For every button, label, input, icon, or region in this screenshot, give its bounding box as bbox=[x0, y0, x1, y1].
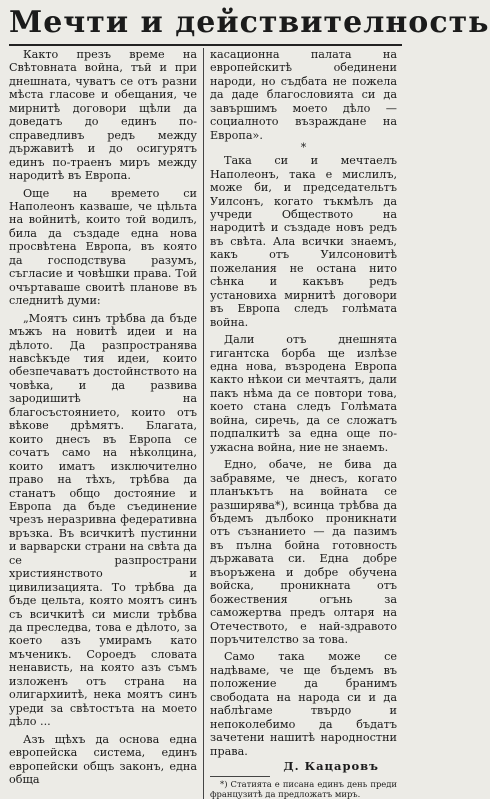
paragraph: Едно, обаче, не бива да забравяме, че днесъ, когато планъкътъ на войната се разширява*), всинца трѣбва да бъдемъ дълбоко проникнати отъ съзнанието — да пазимъ въ пълна бойна готовность държавата си. Една добре въоръжена и добре обучена войска, проникната отъ божествения огънь за саможертва предъ олтаря на Отечеството, е най-здравото поръчителство за това. bbox=[210, 458, 397, 647]
paragraph: Само така може се надѣваме, че ще бъдемъ въ положение да бранимъ свободата на народа си и да наблѣгаме твърдо и непоколебимо да бъдатъ зачетени нашитѣ народностни права. bbox=[210, 650, 397, 758]
paragraph: Още на времето си Наполеонъ казваше, че цѣльта на войнитѣ, които той водилъ, била да създаде една нова просвѣтена Европа, въ която да господствува разумъ, съгласие и човѣшки права. Той очъртаваше своитѣ планове въ следнитѣ думи: bbox=[9, 186, 197, 308]
left-column bbox=[9, 48, 203, 799]
paragraph: Така си и мечтаелъ Наполеонъ, така е мислилъ, може би, и председательтъ Уилсонъ, когато тъкмѣлъ да учреди Обществото на народитѣ и създаде новъ редъ въ свѣта. Ала всички знаемъ, какъ отъ Уилсоновитѣ пожелания не остана нито сѣнка и какъвъ редъ установиха мирнитѣ договори въ Европа следъ голѣмата война. bbox=[210, 154, 397, 329]
article-columns bbox=[9, 48, 402, 799]
right-column bbox=[203, 48, 397, 799]
article-title: Мечти и действителность bbox=[9, 5, 490, 40]
paragraph: Както презъ време на Свѣтовната война, тъй и при днешната, чуватъ се отъ разни мѣста гласове и обещания, че мирнитѣ договори щѣли да доведатъ до единъ по-справедливъ редъ между държавитѣ и до осигурятъ единъ по-траенъ миръ между народитѣ въ Европа. bbox=[9, 48, 197, 183]
section-separator: * bbox=[300, 141, 307, 155]
quotation-paragraph: „Моятъ синъ трѣбва да бъде мъжъ на новитѣ идеи и на дѣлото. Да разпространява навсѣкъде тия идеи, които обезпечаватъ достойнството на човѣка, и да развива зародишитѣ на благосъстоянието, които отъ вѣкове дрѣмятъ. Благата, които днесъ въ Европа се сочатъ само на нѣколцина, които иматъ изключително право на тѣхъ, трѣбва да станатъ общо достояние и Европа да бъде съединение чрезъ неразривна федеративна връзка. Въ всичкитѣ пустинни и варварски страни на свѣта да се разпространи християнството и цивилизацията. То трѣбва да бъде цельта, която моятъ синъ съ всичкитѣ си мисли трѣбва да преследва, това е дѣлото, за което азъ умирамъ като мъченикъ. Сороедъ словата ненависть, на която азъ съмъ изложенъ отъ страна на олигархиитѣ, нека моятъ синъ уреди за свѣтостъта на моето дѣло ... bbox=[9, 311, 197, 729]
footnote: *) Статията е писана единъ день преди французитѣ да предложатъ миръ. bbox=[210, 779, 397, 799]
paragraph: Дали отъ днешнята гигантска борба ще излѣзе една нова, възродена Европа както нѣкои си мечтаятъ, дали пакъ нѣма да се повтори това, което стана следъ Голѣмата война, сиречь, да се сложатъ подпалкитѣ за една още по-ужасна война, ние не знаемъ. bbox=[210, 333, 397, 454]
paragraph: касационна палата на европейскитѣ обединени народи, но съдбата не пожела да даде благословията си да завършимъ моето дѣло — социалното възраждане на Европа». bbox=[210, 48, 397, 142]
paragraph: Азъ щѣхъ да основа една европейска система, единъ европейски общъ законъ, една обща bbox=[9, 732, 197, 787]
title-rule bbox=[9, 44, 402, 46]
author-signature: Д. Кацаровъ bbox=[283, 759, 379, 774]
footnote-rule bbox=[210, 776, 270, 777]
